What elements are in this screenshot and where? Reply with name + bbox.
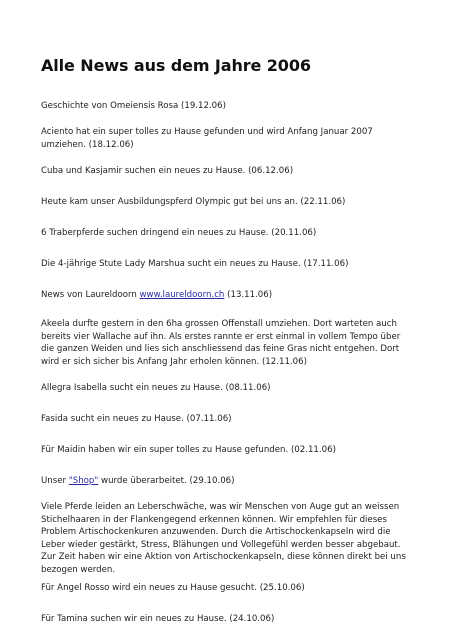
news-entry: Akeela durfte gestern in den 6ha grossen Offenstall umziehen. Dort warteten auch bereits vier Wallache auf ihn. Als erstes rannte er erst einmal in vollem Tempo über die ganzen Weiden und lies sich anschliessend das feine Gras nicht entgehen. Dort wird er sich sicher bis Anfang Jahr erholen können. (12.11.06) [41,319,401,367]
news-entry: News von Laureldoorn www.laureldoorn.ch (13.11.06) [41,290,273,300]
news-entry: Für Angel Rosso wird ein neues zu Hause gesucht. (25.10.06) [41,583,305,593]
shop-link[interactable]: "Shop" [68,476,99,486]
news-entry: Die 4-jährige Stute Lady Marshua sucht ein neues zu Hause. (17.11.06) [41,259,349,269]
news-entry: Für Tamina suchen wir ein neues zu Hause. (24.10.06) [41,614,275,624]
news-entry: Fasida sucht ein neues zu Hause. (07.11.06) [41,414,232,424]
news-entry: Viele Pferde leiden an Leberschwäche, was wir Menschen von Auge gut an weissen Stichelhaaren in der Flankengegend erkennen können. Wir empfehlen für dieses Problem Artischockenkuren anzuwenden. Durch die Artischockenkapseln wird die Leber wieder gestärkt, Stress, Blähungen und Vollegefühl werden besser abgebaut. Zur Zeit haben wir eine Aktion von Artischockenkapseln, diese können direkt bei uns bezogen werden. [41,502,406,575]
news-entry: Aciento hat ein super tolles zu Hause gefunden und wird Anfang Januar 2007 umziehen. (18.12.06) [41,127,373,150]
news-entry: Geschichte von Omeiensis Rosa (19.12.06) [41,101,226,111]
news-entry: Unser "Shop" wurde überarbeitet. (29.10.06) [41,476,235,486]
news-entry: Heute kam unser Ausbildungspferd Olympic gut bei uns an. (22.11.06) [41,197,346,207]
page-title: Alle News aus dem Jahre 2006 [41,56,311,75]
laureldoorn-link[interactable]: www.laureldoorn.ch [139,290,225,300]
news-entry: 6 Traberpferde suchen dringend ein neues zu Hause. (20.11.06) [41,228,317,238]
news-entry: Allegra Isabella sucht ein neues zu Hause. (08.11.06) [41,383,271,393]
news-entry: Für Maidin haben wir ein super tolles zu Hause gefunden. (02.11.06) [41,445,336,455]
news-entry: Cuba und Kasjamir suchen ein neues zu Hause. (06.12.06) [41,166,294,176]
